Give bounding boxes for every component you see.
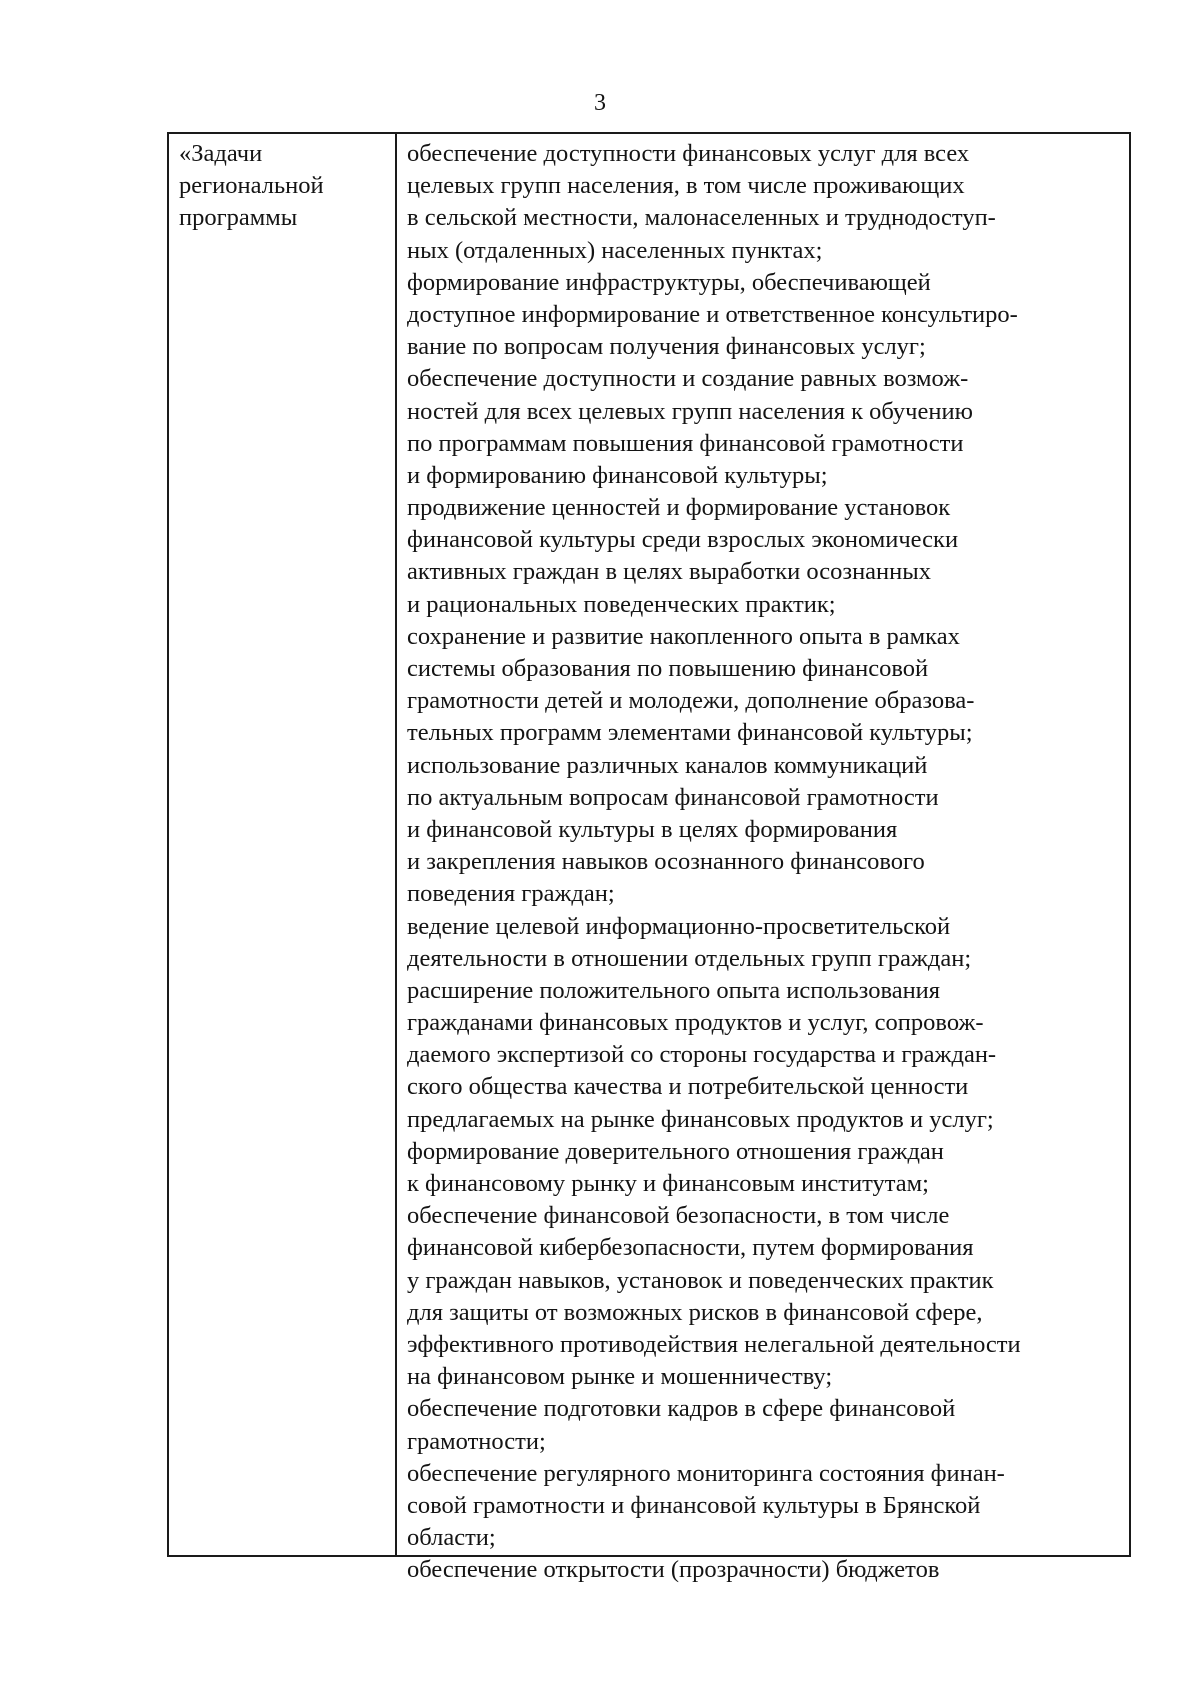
content-line: и формированию финансовой культуры; xyxy=(407,461,828,489)
content-line: тельных программ элементами финансовой культуры; xyxy=(407,719,973,747)
content-line: продвижение ценностей и формирование установок xyxy=(407,494,951,522)
content-line: ского общества качества и потребительской ценности xyxy=(407,1073,969,1101)
table-content-cell xyxy=(407,138,1127,1586)
content-line: у граждан навыков, установок и поведенческих практик xyxy=(407,1266,994,1294)
content-line: к финансовому рынку и финансовым институтам; xyxy=(407,1170,929,1197)
content-line: обеспечение финансовой безопасности, в том числе xyxy=(407,1202,950,1230)
content-line: использование различных каналов коммуникаций xyxy=(407,751,928,779)
content-line: и финансовой культуры в целях формирования xyxy=(407,815,898,843)
content-line: области; xyxy=(407,1524,496,1552)
content-line: поведения граждан; xyxy=(407,880,615,908)
content-line: и закрепления навыков осознанного финансового xyxy=(407,848,925,876)
content-line: грамотности детей и молодежи, дополнение образова- xyxy=(407,687,975,715)
content-line: формирование доверительного отношения граждан xyxy=(407,1137,944,1165)
content-line: эффективного противодействия нелегальной деятельности xyxy=(407,1330,1021,1358)
content-line: финансовой культуры среди взрослых экономически xyxy=(407,526,959,554)
page-number: 3 xyxy=(594,90,606,116)
content-line: по программам повышения финансовой грамотности xyxy=(407,429,964,457)
label-line: программы xyxy=(179,204,298,232)
content-line: активных граждан в целях выработки осознанных xyxy=(407,558,931,586)
content-line: в сельской местности, малонаселенных и труднодоступ- xyxy=(407,204,996,232)
content-line: даемого экспертизой со стороны государства и граждан- xyxy=(407,1041,997,1069)
content-line: формирование инфраструктуры, обеспечивающей xyxy=(407,268,931,296)
content-line: обеспечение доступности и создание равных возмож- xyxy=(407,365,969,393)
content-line: обеспечение доступности финансовых услуг для всех xyxy=(407,140,970,167)
label-line: «Задачи xyxy=(179,140,263,167)
content-line: и рациональных поведенческих практик; xyxy=(407,590,836,618)
content-line: системы образования по повышению финансовой xyxy=(407,655,929,682)
content-line: совой грамотности и финансовой культуры в Брянской xyxy=(407,1491,981,1519)
content-line: предлагаемых на рынке финансовых продуктов и услуг; xyxy=(407,1105,994,1133)
content-line: обеспечение подготовки кадров в сфере финансовой xyxy=(407,1395,956,1423)
content-line: ных (отдаленных) населенных пунктах; xyxy=(407,236,823,264)
content-line: деятельности в отношении отдельных групп граждан; xyxy=(407,944,972,972)
content-line: обеспечение открытости (прозрачности) бюджетов xyxy=(407,1556,940,1584)
table-label-cell xyxy=(179,138,389,235)
content-line: расширение положительного опыта использования xyxy=(407,976,941,1004)
content-line: для защиты от возможных рисков в финансовой сфере, xyxy=(407,1298,983,1326)
content-line: обеспечение регулярного мониторинга состояния финан- xyxy=(407,1459,1005,1487)
content-line: сохранение и развитие накопленного опыта в рамках xyxy=(407,622,960,650)
column-divider xyxy=(395,134,397,1555)
content-line: финансовой кибербезопасности, путем формирования xyxy=(407,1234,974,1262)
content-line: ностей для всех целевых групп населения к обучению xyxy=(407,397,973,425)
content-line: гражданами финансовых продуктов и услуг, сопровож- xyxy=(407,1009,984,1037)
label-line: региональной xyxy=(179,172,324,200)
content-line: ведение целевой информационно-просветительской xyxy=(407,912,951,940)
content-line: целевых групп населения, в том числе проживающих xyxy=(407,172,965,200)
program-tasks-table xyxy=(167,132,1131,1584)
content-line: доступное информирование и ответственное консультиро- xyxy=(407,300,1018,328)
content-line: на финансовом рынке и мошенничеству; xyxy=(407,1363,833,1391)
content-line: вание по вопросам получения финансовых услуг; xyxy=(407,333,926,361)
content-line: по актуальным вопросам финансовой грамотности xyxy=(407,783,939,811)
content-line: грамотности; xyxy=(407,1427,546,1455)
